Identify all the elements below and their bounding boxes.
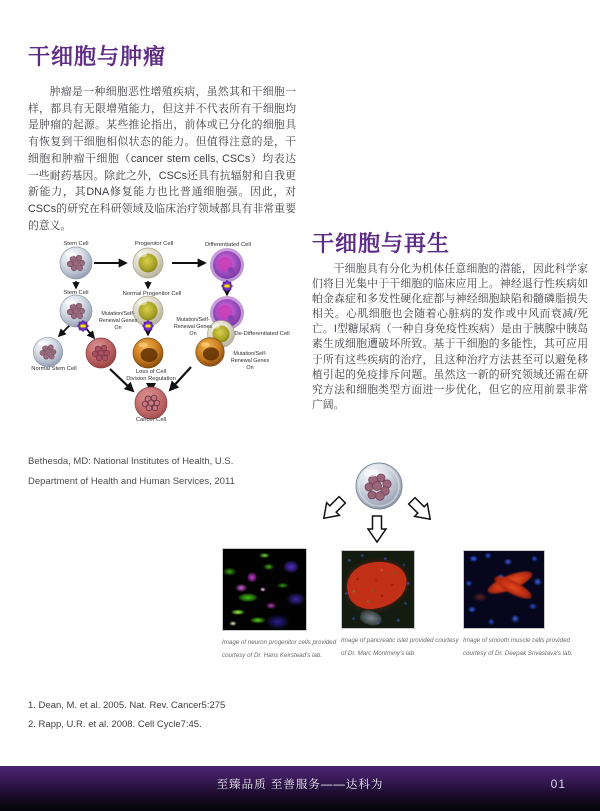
svg-text:Renewal Genes: Renewal Genes <box>173 324 213 330</box>
mutation-burst-icon <box>142 320 153 331</box>
citation-line-2: Department of Health and Human Services, 2011 <box>28 476 235 487</box>
svg-text:Mutation/Self-: Mutation/Self- <box>176 317 210 323</box>
dysregulated-cell <box>133 338 163 368</box>
reference-item: 1. Dean, M. et al. 2005. Nat. Rev. Cancer5:275 <box>28 700 226 711</box>
svg-text:Division Regulation: Division Regulation <box>126 376 176 382</box>
svg-text:On: On <box>246 365 254 371</box>
islet-blob <box>343 557 410 613</box>
svg-text:Renewal Genes: Renewal Genes <box>98 318 138 324</box>
stem-cell-differentiation-figure <box>312 446 444 546</box>
label-de-differentiated-cell: De-Differentiated Cell <box>234 331 290 337</box>
label-normal-stem-cell: Normal Stem Cell <box>31 366 77 372</box>
figure-caption: Image of pancreatic islet provided courtesy of Dr. Marc Montminy's lab. <box>341 637 459 657</box>
footer-slogan: 至臻品质 至善服务——达科为 <box>216 779 384 791</box>
label-loss-of-regulation <box>126 369 176 382</box>
hero-stem-cell <box>356 463 402 509</box>
section-title-stem-cells-and-tumor: 干细胞与肿瘤 <box>28 44 167 69</box>
regeneration-paragraph: 干细胞具有分化为机体任意细胞的潜能，因此科学家们将目光集中于干细胞的临床应用上。神经退行性疾病如帕金森症和多发性硬化症都与神经细胞缺陷和髓磷脂损失相关。心肌细胞也会随着心脏病的发作或中风而衰减/死亡。I型糖尿病（一种自身免疫性疾病）是由于胰腺中胰岛素生成细胞遭破坏所致。基于干细胞的多能性，其可应用于所有这些疾病的治疗，且这种治疗方法甚至可以避免移植引起的免疫排斥问题。虽然这一新的研究领域还需在研究方法和细胞类型方面进一步优化，但它的应用前景非常广阔。 <box>312 263 588 411</box>
tumor-paragraph: 肿瘤是一种细胞恶性增殖疾病，虽然其和干细胞一样，都具有无限增殖能力，但这并不代表所有干细胞均是肿瘤的起源。某些推论指出，前体或已分化的细胞具有恢复到干细胞相似状态的能力。但值得注意的是，干细胞和肿瘤干细胞（cancer stem cells, CSCs）均表达一些耐药基因。除此之外，CSCs还具有抗辐射和自我更新能力，其DNA修复能力也比普通细胞强。因此，对CSCs的研究在科研领域及临床治疗领域都具有非常重要的意义。 <box>28 86 296 232</box>
mutation-burst-icon <box>77 320 88 331</box>
progenitor-cell <box>133 248 163 278</box>
arrow-down <box>368 516 386 542</box>
differentiated-cell <box>210 248 244 282</box>
arrow-down-left <box>317 493 348 524</box>
svg-text:Mutation/Self-: Mutation/Self- <box>101 311 135 317</box>
figure-caption: Image of smooth muscle cells provided courtesy of Dr. Deepak Srivastava's lab. <box>463 637 573 657</box>
stem-cell-cancer-diagram <box>30 233 302 433</box>
section-title-stem-cells-and-regeneration: 干细胞与再生 <box>312 231 451 256</box>
stem-cell-top <box>60 247 92 279</box>
neuron-progenitor-micrograph <box>222 548 307 631</box>
label-stem-cell-2: Stem Cell <box>63 290 89 296</box>
label-differentiated-cell: Differentiated Cell <box>205 242 251 248</box>
footer-bar <box>0 766 600 811</box>
source-citation <box>28 452 235 492</box>
svg-text:On: On <box>114 325 122 331</box>
reference-item: 2. Rapp, U.R. et al. 2008. Cell Cycle7:45. <box>28 718 202 730</box>
reference-list <box>28 697 225 734</box>
mutation-burst-icon <box>221 280 232 291</box>
islet-gray-cluster <box>359 609 384 628</box>
citation-line-1: Bethesda, MD: National Institutes of Health, U.S. <box>28 456 234 467</box>
figure-smooth-muscle <box>463 550 583 660</box>
normal-stem-cell <box>33 337 62 366</box>
figure-pancreatic-islet <box>341 550 461 660</box>
figure-caption: Image of neuron progenitor cells provided courtesy of Dr. Hans Keirstead's lab. <box>222 639 337 659</box>
svg-text:Loss of Cell: Loss of Cell <box>135 369 167 375</box>
label-normal-progenitor-cell: Normal Progenitor Cell <box>122 291 182 297</box>
smooth-muscle-micrograph <box>463 550 545 629</box>
arrow-down-right <box>405 494 436 525</box>
mutated-stem-cell <box>86 338 116 368</box>
svg-text:Mutation/Self-: Mutation/Self- <box>233 351 267 357</box>
svg-text:On: On <box>189 331 197 337</box>
label-mutation-left <box>99 311 138 331</box>
cancer-cell <box>135 387 167 419</box>
page-number: 01 <box>550 777 566 791</box>
label-mutation-right <box>231 351 270 371</box>
label-mutation-middle <box>174 317 213 337</box>
figure-neuron-progenitor <box>222 548 342 662</box>
label-cancer-cell: Cancer Cell <box>135 417 167 423</box>
label-stem-cell: Stem Cell <box>63 241 89 247</box>
label-progenitor-cell: Progenitor Cell <box>134 241 174 247</box>
de-differentiated-orange-cell <box>196 338 225 367</box>
pancreatic-islet-micrograph <box>341 550 415 629</box>
svg-text:Renewal Genes: Renewal Genes <box>230 358 270 364</box>
